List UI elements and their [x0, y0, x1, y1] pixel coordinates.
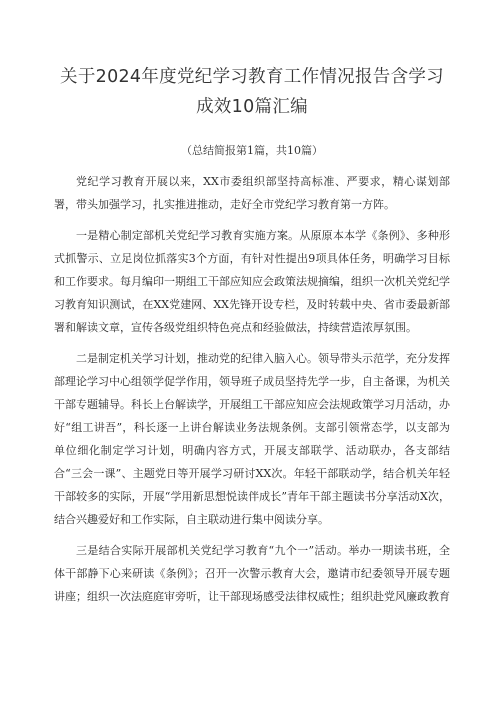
paragraph-point-one: 一是精心制定部机关党纪学习教育实施方案。从原原本本学《条例》、多种形式抓警示、立足岗位抓落实3个方面，有针对性提出9项具体任务，明确学习目标和工作要求。每月编印一期组工干部应知应会政策法规摘编，组织一次机关党纪学习教育知识测试，在XX党建网、XX先锋开设专栏，及时转载中央、省市委最新部署和解读文章，宣传各级党组织特色亮点和经验做法，持续营造浓厚氛围。 [54, 229, 450, 334]
paragraph-point-two: 二是制定机关学习计划，推动党的纪律入脑入心。领导带头示范学，充分发挥部理论学习中心组领学促学作用，领导班子成员坚持先学一步，自主备课，为机关干部专题辅导。科长上台解读学，开展组工干部应知应会法规政策学习月活动，办好“组工讲吾”，科长逐一上讲台解读业务法规条例。支部引领常态学，以支部为单位细化制定学习计划，明确内容方式，开展支部联学、活动联办，各支部结合“三会一课”、主题党日等开展学习研讨XX次。年轻干部联动学，结合机关年轻干部较多的实际，开展“学用新思想悦读伴成长”青年干部主题读书分享活动X次，结合兴趣爱好和工作实际，自主联动进行集中阅读分享。 [54, 352, 450, 526]
document-title: 关于2024年度党纪学习教育工作情况报告含学习成效10篇汇编 [60, 67, 444, 117]
paragraph-intro: 党纪学习教育开展以来，XX市委组织部坚持高标准、严要求，精心谋划部署，带头加强学习，扎实推进推动，走好全市党纪学习教育第一方阵。 [54, 175, 450, 211]
paragraph-point-three: 三是结合实际开展部机关党纪学习教育“九个一”活动。举办一期读书班，全体干部静下心来研读《条例》；召开一次警示教育大会，邀请市纪委领导开展专题讲座；组织一次法庭庭审旁听，让干部现场感受法律权威性；组织赴党风廉政教育 [54, 544, 450, 603]
document-subtitle: （总结简报第1篇，共10篇） [181, 144, 323, 157]
